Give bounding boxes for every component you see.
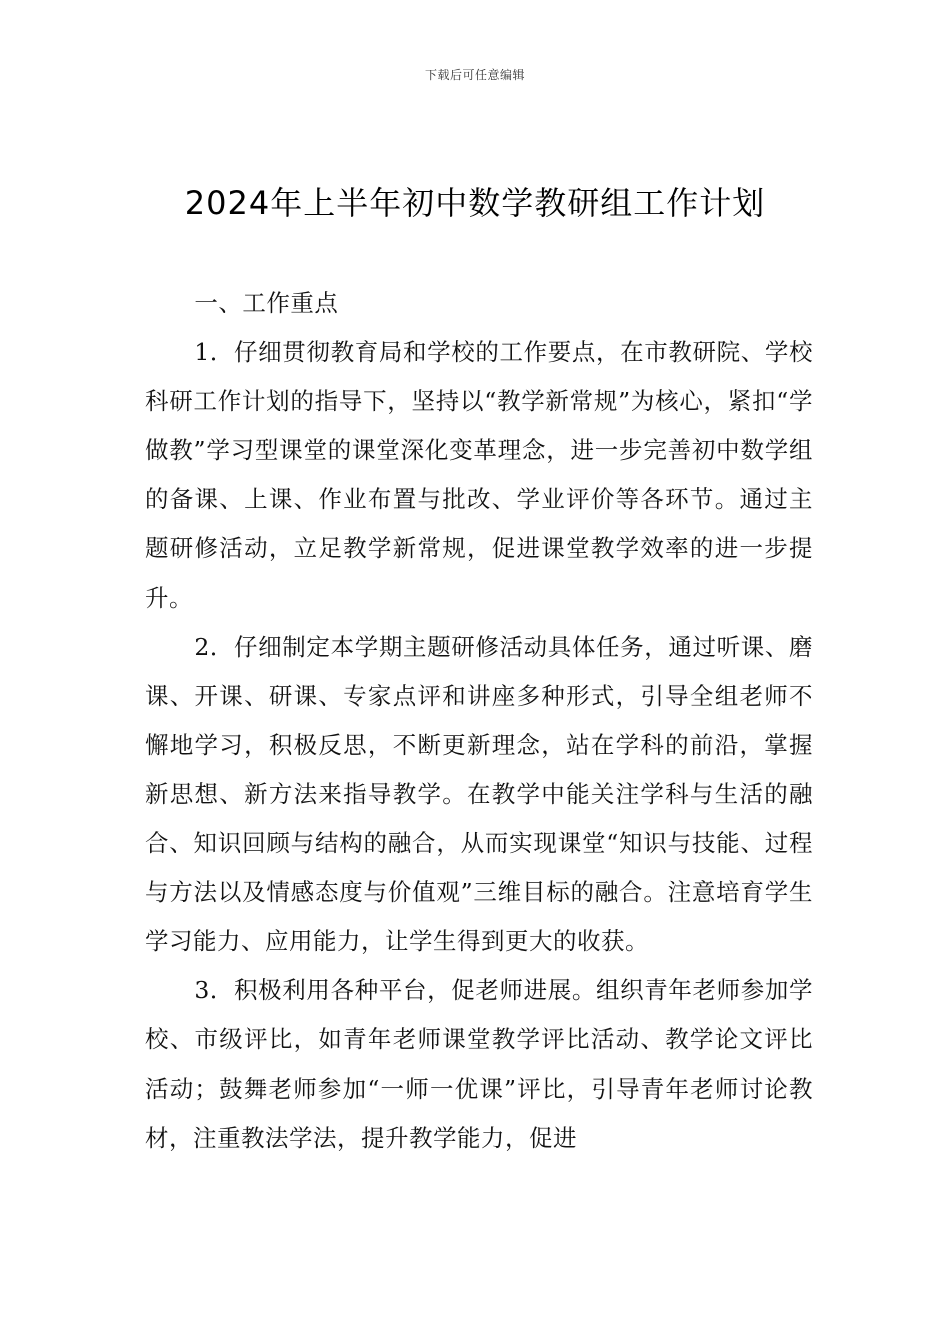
paragraph-2: 2．仔细制定本学期主题研修活动具体任务，通过听课、磨课、开课、研课、专家点评和讲座多种形式，引导全组老师不懈地学习，积极反思，不断更新理念，站在学科的前沿，掌握新思想、新方法来指导教学。在教学中能关注学科与生活的融合、知识回顾与结构的融合，从而实现课堂“知识与技能、过程与方法以及情感态度与价值观”三维目标的融合。注意培育学生学习能力、应用能力，让学生得到更大的收获。 — [145, 632, 813, 956]
paragraph-3: 3．积极利用各种平台，促老师进展。组织青年老师参加学校、市级评比，如青年老师课堂教学评比活动、教学论文评比活动；鼓舞老师参加“一师一优课”评比，引导青年老师讨论教材，注重教法学法，提升教学能力，促进 — [145, 976, 813, 1152]
section-heading: 一、工作重点 — [194, 289, 339, 317]
header-note: 下载后可任意编辑 — [424, 68, 525, 82]
paragraph-1: 1．仔细贯彻教育局和学校的工作要点，在市教研院、学校科研工作计划的指导下，坚持以“教学新常规”为核心，紧扣“学做教”学习型课堂的课堂深化变革理念，进一步完善初中数学组的备课、上课、作业布置与批改、学业评价等各环节。通过主题研修活动，立足教学新常规，促进课堂教学效率的进一步提升。 — [145, 338, 813, 612]
document-title: 2024年上半年初中数学教研组工作计划 — [184, 184, 766, 222]
document-body — [145, 279, 813, 1163]
